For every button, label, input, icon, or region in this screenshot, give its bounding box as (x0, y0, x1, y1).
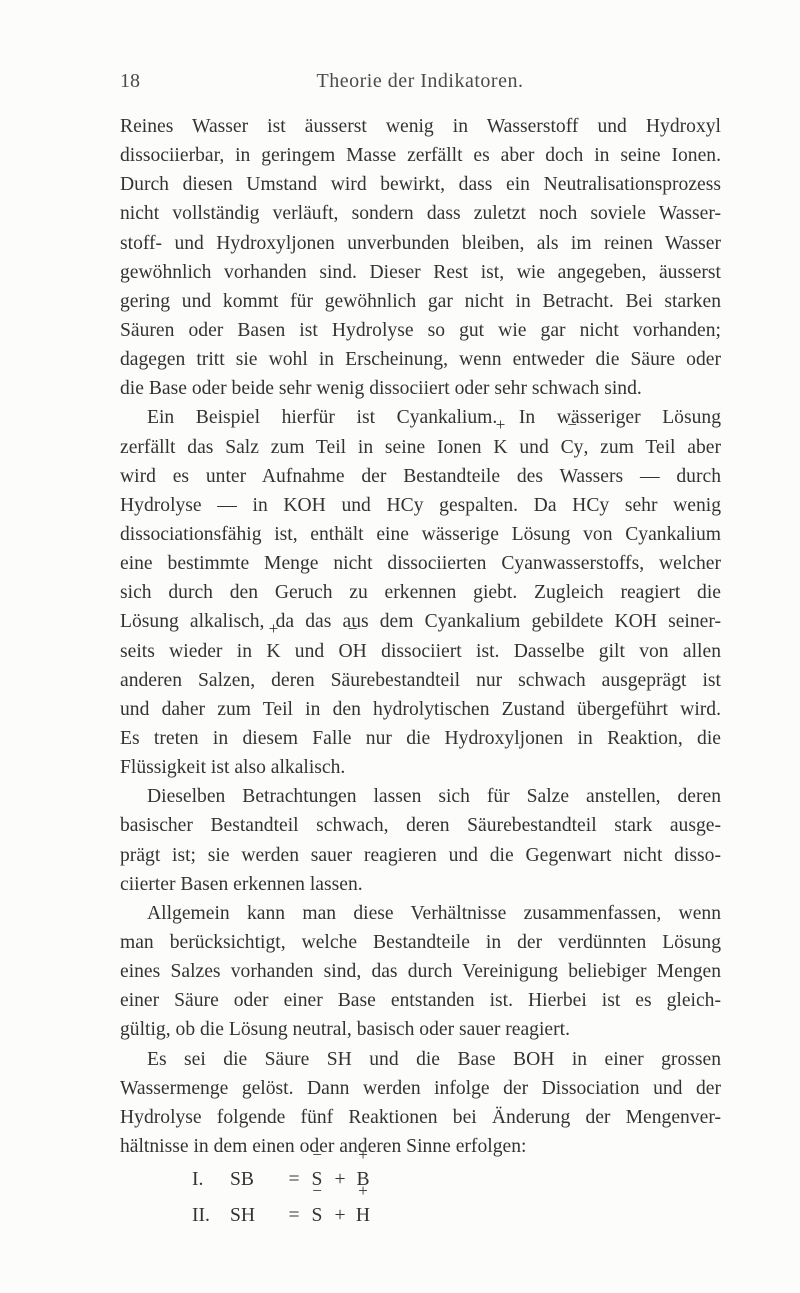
text-line: Reines Wasser ist äusserst wenig in Wasserstoff und Hydroxyl (120, 116, 721, 137)
equation-number: II. (192, 1205, 210, 1226)
text-line: und daher zum Teil in den hydrolytischen Zustand übergeführt wird. (120, 698, 721, 720)
equals-sign: = (288, 1205, 300, 1226)
text-line: Allgemein kann man diese Verhältnisse zusammenfassen, wenn (147, 902, 721, 924)
text-line: eines Salzes vorhanden sind, das durch Vereinigung beliebiger Mengen (120, 961, 721, 983)
text-line: gültig, ob die Lösung neutral, basisch oder sauer reagiert. (120, 1019, 570, 1041)
text-line: basischer Bestandteil schwach, deren Säurebestandteil stark ausge- (120, 815, 721, 837)
text-line: prägt ist; sie werden sauer reagieren und die Gegenwart nicht disso- (120, 844, 721, 866)
plus-sign: + (334, 1169, 346, 1190)
page-header (120, 70, 720, 100)
text-line: eine bestimmte Menge nicht dissociierten Cyanwasserstoffs, welcher (120, 553, 721, 575)
text-line-with-ions: seits wieder in + K und − OH dissociiert ist. Dasselbe gilt von allen (120, 637, 721, 666)
text-line: Lösung alkalisch, da das aus dem Cyankalium gebildete KOH seiner- (120, 611, 721, 633)
cation-symbol: + K (266, 637, 280, 666)
anion-symbol: − Cy (561, 433, 584, 462)
text-line: Es treten in diesem Falle nur die Hydroxyljonen in Reaktion, die (120, 727, 721, 749)
text-line: hältnisse in dem einen oder anderen Sinne erfolgen: (120, 1135, 527, 1157)
text-line: Hydrolyse folgende fünf Reaktionen bei Änderung der Mengenver- (120, 1106, 721, 1128)
text-line: wird es unter Aufnahme der Bestandteile des Wassers — durch (120, 465, 721, 487)
text-line: gewöhnlich vorhanden sind. Dieser Rest ist, wie angegeben, äusserst (120, 261, 721, 283)
text-line: Hydrolyse — in KOH und HCy gespalten. Da HCy sehr wenig (120, 494, 721, 516)
anion-term: − S (308, 1198, 326, 1234)
text-line: man berücksichtigt, welche Bestandteile in der verdünnten Lösung (120, 931, 721, 953)
text-line: gering und kommt für gewöhnlich gar nicht in Betracht. Bei starken (120, 290, 721, 312)
reaction-equations (192, 1162, 592, 1234)
text-line: nicht vollständig verläuft, sondern dass zuletzt noch soviele Wasser- (120, 203, 721, 225)
text-line: Dieselben Betrachtungen lassen sich für Salze anstellen, deren (147, 786, 721, 808)
text-line: Durch diesen Umstand wird bewirkt, dass ein Neutralisationsprozess (120, 174, 721, 196)
text-line: dissociierbar, in geringem Masse zerfällt es aber doch in seine Ionen. (120, 145, 721, 167)
text-line: Flüssigkeit ist also alkalisch. (120, 757, 346, 779)
text-line: stoff- und Hydroxyljonen unverbunden bleiben, als im reinen Wasser (120, 232, 721, 254)
equals-sign: = (288, 1169, 300, 1190)
text-line: Säuren oder Basen ist Hydrolyse so gut wie gar nicht vorhanden; (120, 319, 721, 341)
plus-sign: + (334, 1205, 346, 1226)
equation-lhs: SB (230, 1169, 254, 1190)
text-line: sich durch den Geruch zu erkennen giebt. Zugleich reagiert die (120, 582, 721, 604)
text-line: Wassermenge gelöst. Dann werden infolge der Dissociation und der (120, 1077, 721, 1099)
anion-symbol: − OH (339, 637, 367, 666)
text-line: Ein Beispiel hierfür ist Cyankalium. In wässeriger Lösung (147, 407, 721, 429)
running-head: Theorie der Indikatoren. (316, 70, 524, 92)
cation-term: + B (354, 1162, 372, 1198)
equation-1 (192, 1162, 592, 1198)
cation-symbol: + K (493, 433, 507, 462)
text-line: anderen Salzen, deren Säurebestandteil nur schwach ausgeprägt ist (120, 669, 721, 691)
text-line-with-ions: zerfällt das Salz zum Teil in seine Ionen + K und − Cy, zum Teil aber (120, 433, 721, 462)
text-line: dissociationsfähig ist, enthält eine wässerige Lösung von Cyankalium (120, 523, 721, 545)
page-number: 18 (120, 70, 140, 92)
text-line: einer Säure oder einer Base entstanden ist. Hierbei ist es gleich- (120, 990, 721, 1012)
cation-term: + H (354, 1198, 372, 1234)
text-line: dagegen tritt sie wohl in Erscheinung, wenn entweder die Säure oder (120, 349, 721, 371)
anion-term: − S (308, 1162, 326, 1198)
equation-number: I. (192, 1169, 204, 1190)
equation-lhs: SH (230, 1205, 256, 1226)
text-line: ciierter Basen erkennen lassen. (120, 873, 363, 895)
text-line: Es sei die Säure SH und die Base BOH in einer grossen (147, 1048, 721, 1070)
text-line: die Base oder beide sehr wenig dissociiert oder sehr schwach sind. (120, 378, 642, 400)
body-text (120, 112, 721, 1161)
equation-2 (192, 1198, 592, 1234)
